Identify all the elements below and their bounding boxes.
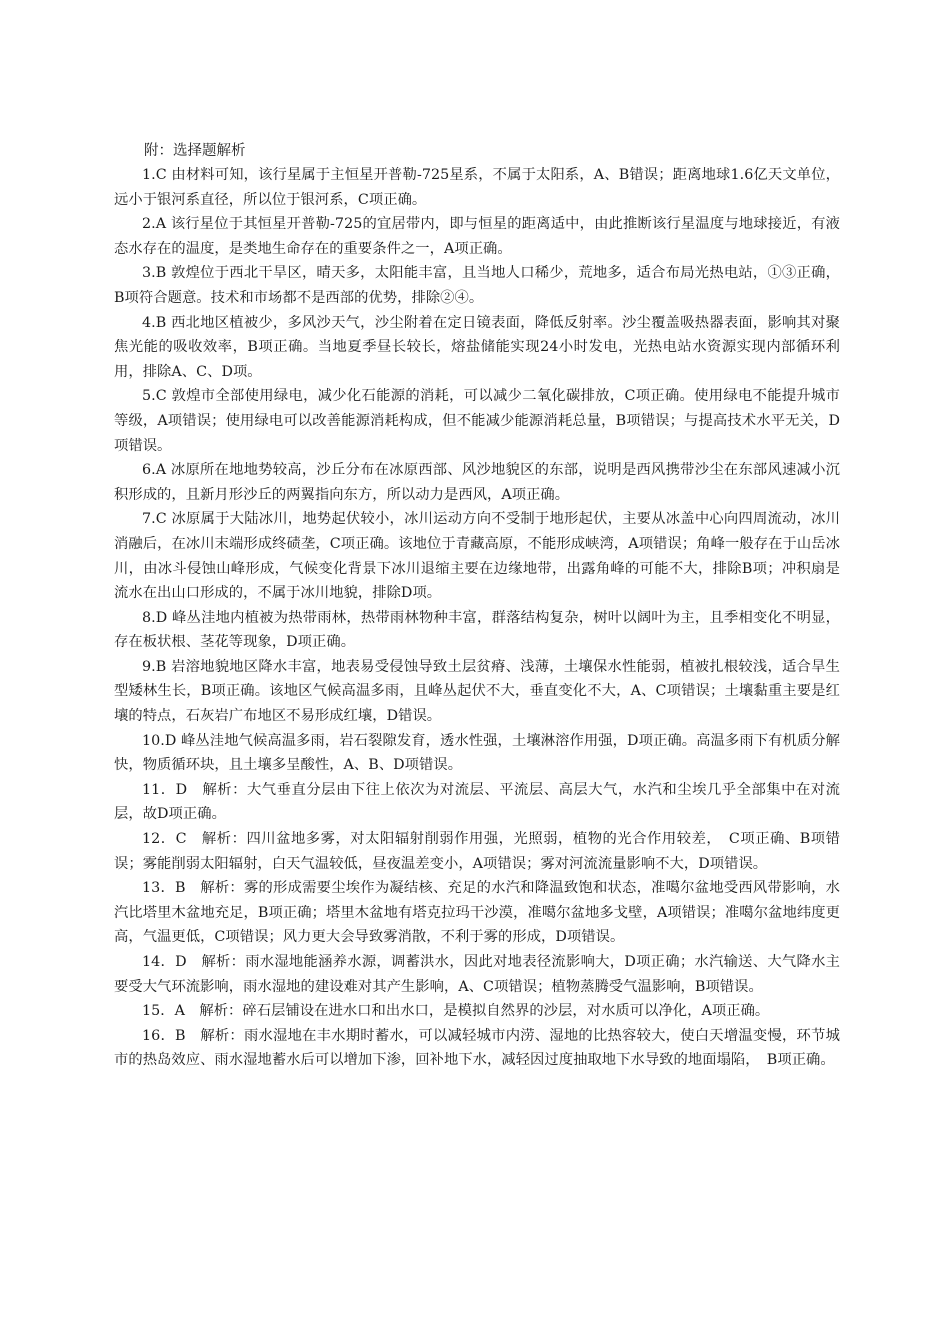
document-page	[114, 140, 840, 1073]
answer-explanation-1: 1.C 由材料可知，该行星属于主恒星开普勒-725星系，不属于太阳系，A、B错误；距离地球1.6亿天文单位，远小于银河系直径，所以位于银河系，C项正确。	[114, 167, 840, 208]
answer-explanation-6: 6.A 冰原所在地地势较高，沙丘分布在冰原西部、风沙地貌区的东部，说明是西风携带沙尘在东部风速减小沉积形成的，且新月形沙丘的两翼指向东方，所以动力是西风，A项正确。	[114, 462, 840, 503]
answer-explanation-14: 14．D 解析：雨水湿地能涵养水源，调蓄洪水，因此对地表径流影响大，D项正确；水汽输送、大气降水主要受大气环流影响，雨水湿地的建设难对其产生影响，A、C项错误；植物蒸腾受气温影响，B项错误。	[114, 954, 840, 995]
answer-explanation-15: 15．A 解析：碎石层铺设在进水口和出水口，是模拟自然界的沙层，对水质可以净化，A项正确。	[142, 1003, 770, 1020]
answer-explanation-8: 8.D 峰丛洼地内植被为热带雨林，热带雨林物种丰富，群落结构复杂，树叶以阔叶为主，且季相变化不明显，存在板状根、茎花等现象，D项正确。	[114, 609, 840, 651]
answer-explanation-3: 3.B 敦煌位于西北干旱区，晴天多，太阳能丰富，且当地人口稀少，荒地多，适合布局光热电站，①③正确，B项符合题意。技术和市场都不是西部的优势，排除②④。	[114, 265, 840, 306]
section-heading: 附：选择题解析	[144, 143, 246, 159]
answer-explanation-4: 4.B 西北地区植被少，多风沙天气，沙尘附着在定日镜表面，降低反射率。沙尘覆盖吸热器表面，影响其对聚焦光能的吸收效率，B项正确。当地夏季昼长较长，熔盐储能实现24小时发电，光热电站水资源实现内部循环利用，排除A、C、D项。	[114, 314, 840, 380]
answer-explanation-2: 2.A 该行星位于其恒星开普勒-725的宜居带内，即与恒星的距离适中，由此推断该行星温度与地球接近，有液态水存在的温度，是类地生命存在的重要条件之一，A项正确。	[114, 216, 840, 257]
answer-explanation-16: 16．B 解析：雨水湿地在丰水期时蓄水，可以减轻城市内涝、湿地的比热容较大，使白天增温变慢，环节城市的热岛效应、雨水湿地蓄水后可以增加下渗，回补地下水，减轻因过度抽取地下水导致的地面塌陷， B项正确。	[114, 1027, 840, 1069]
answer-explanation-12: 12．C 解析：四川盆地多雾，对太阳辐射削弱作用强，光照弱，植物的光合作用较差， C项正确、B项错误；雾能削弱太阳辐射，白天气温较低，昼夜温差变小，A项错误；雾对河流流量影响不大，D项错误。	[114, 831, 840, 872]
answer-explanation-9: 9.B 岩溶地貌地区降水丰富，地表易受侵蚀导致土层贫瘠、浅薄，土壤保水性能弱，植被扎根较浅，适合旱生型矮林生长，B项正确。该地区气候高温多雨，且峰丛起伏不大，垂直变化不大，A、C项错误；土壤黏重主要是红壤的特点，石灰岩广布地区不易形成红壤，D错误。	[114, 658, 840, 725]
answer-explanation-7: 7.C 冰原属于大陆冰川，地势起伏较小，冰川运动方向不受制于地形起伏，主要从冰盖中心向四周流动，冰川消融后，在冰川末端形成终碛垄，C项正确。该地位于青藏高原，不能形成峡湾，A项错误；角峰一般存在于山岳冰川，由冰斗侵蚀山峰形成，气候变化背景下冰川退缩主要在边缘地带，出露角峰的可能不大，排除B项；冲积扇是流水在出山口形成的，不属于冰川地貌，排除D项。	[114, 511, 840, 602]
answer-explanation-10: 10.D 峰丛洼地气候高温多雨，岩石裂隙发育，透水性强，土壤淋溶作用强，D项正确。高温多雨下有机质分解快，物质循环块，且土壤多呈酸性，A、B、D项错误。	[114, 732, 840, 774]
answer-explanation-13: 13．B 解析：雾的形成需要尘埃作为凝结核、充足的水汽和降温致饱和状态，准噶尔盆地受西风带影响，水汽比塔里木盆地充足，B项正确；塔里木盆地有塔克拉玛干沙漠，准噶尔盆地多戈壁，A项错误；准噶尔盆地纬度更高，气温更低，C项错误；风力更大会导致雾消散，不利于雾的形成，D项错误。	[114, 880, 840, 946]
answer-explanation-11: 11．D 解析：大气垂直分层由下往上依次为对流层、平流层、高层大气，水汽和尘埃几乎全部集中在对流层，故D项正确。	[114, 781, 840, 823]
answer-explanation-5: 5.C 敦煌市全部使用绿电，减少化石能源的消耗，可以减少二氧化碳排放，C项正确。使用绿电不能提升城市等级，A项错误；使用绿电可以改善能源消耗构成，但不能减少能源消耗总量，B项错误；与提高技术水平无关，D项错误。	[114, 388, 840, 454]
